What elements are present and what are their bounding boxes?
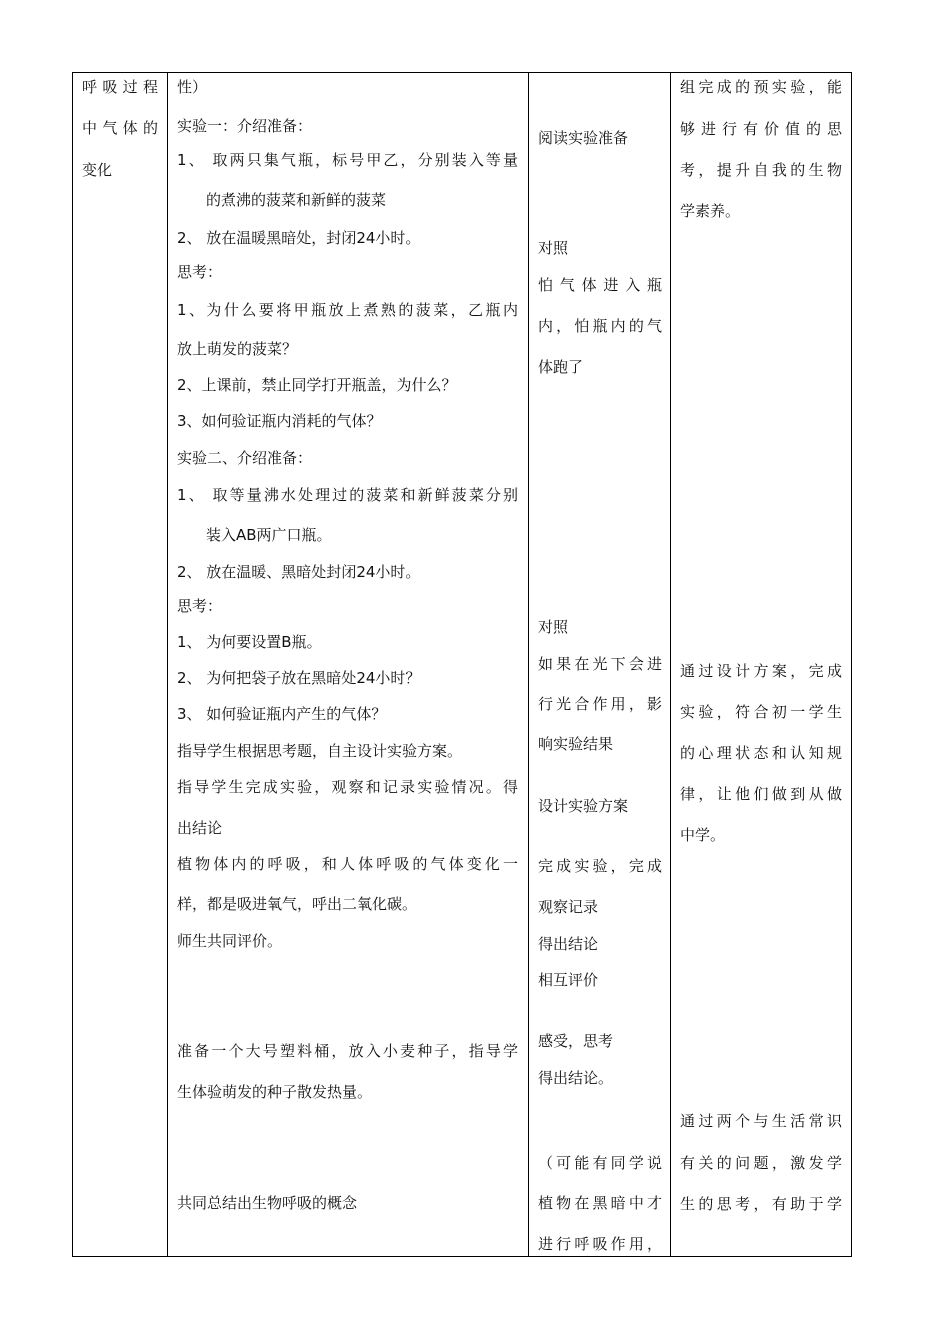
- teacher-activity-line: 思考：: [177, 597, 223, 615]
- teacher-activity-line: 3、如何验证瓶内消耗的气体？: [177, 412, 382, 430]
- student-activity-line: （可能有同学说: [538, 1154, 662, 1172]
- student-activity-line: 如果在光下会进: [538, 655, 662, 673]
- teacher-activity-line: 思考：: [177, 263, 223, 281]
- design-intent-line: 生的思考，有助于学: [680, 1195, 842, 1213]
- student-activity-line: 得出结论。: [538, 1069, 614, 1087]
- design-intent-line: 实验，符合初一学生: [680, 703, 842, 721]
- student-activity-line: 内，怕瓶内的气: [538, 317, 662, 335]
- teacher-activity-line: 性）: [177, 78, 208, 96]
- design-intent-line: 的心理状态和认知规: [680, 744, 842, 762]
- student-activity-line: 对照: [538, 239, 569, 257]
- teacher-activity-line: 1、 取等量沸水处理过的菠菜和新鲜菠菜分别: [177, 486, 518, 504]
- design-intent-line: 中学。: [680, 826, 726, 844]
- table-left-border: [72, 72, 73, 1257]
- topic-text: 中气体的: [82, 119, 158, 137]
- student-activity-line: 设计实验方案: [538, 797, 629, 815]
- student-activity-line: 阅读实验准备: [538, 129, 629, 147]
- student-activity-line: 得出结论: [538, 935, 599, 953]
- topic-text: 呼吸过程: [82, 78, 158, 96]
- teacher-activity-line: 1、为什么要将甲瓶放上煮熟的菠菜，乙瓶内: [177, 301, 518, 319]
- teacher-activity-line: 1、 取两只集气瓶，标号甲乙，分别装入等量: [177, 151, 518, 169]
- teacher-activity-line: 2、 放在温暖黑暗处，封闭24小时。: [177, 229, 421, 247]
- student-activity-line: 对照: [538, 618, 569, 636]
- student-activity-line: 观察记录: [538, 898, 599, 916]
- teacher-activity-line: 样，都是吸进氧气，呼出二氧化碳。: [177, 895, 418, 913]
- topic-text: 变化: [82, 161, 113, 179]
- design-intent-line: 考，提升自我的生物: [680, 161, 842, 179]
- design-intent-line: 通过两个与生活常识: [680, 1112, 842, 1130]
- teacher-activity-line: 2、 为何把袋子放在黑暗处24小时？: [177, 669, 421, 687]
- column-divider: [167, 72, 168, 1257]
- design-intent-line: 够进行有价值的思: [680, 120, 842, 138]
- student-activity-line: 相互评价: [538, 971, 599, 989]
- student-activity-line: 怕气体进入瓶: [538, 276, 662, 294]
- teacher-activity-line: 2、 放在温暖、黑暗处封闭24小时。: [177, 563, 421, 581]
- design-intent-line: 通过设计方案，完成: [680, 662, 842, 680]
- design-intent-line: 组完成的预实验，能: [680, 78, 842, 96]
- teacher-activity-line: 出结论: [177, 819, 223, 837]
- teacher-activity-line: 生体验萌发的种子散发热量。: [177, 1083, 373, 1101]
- teacher-activity-line: 实验二、介绍准备：: [177, 449, 313, 467]
- teacher-activity-line: 实验一：介绍准备：: [177, 117, 313, 135]
- column-divider: [670, 72, 671, 1257]
- table-bottom-border: [72, 1256, 852, 1257]
- teacher-activity-line: 指导学生根据思考题，自主设计实验方案。: [177, 742, 463, 760]
- teacher-activity-line: 共同总结出生物呼吸的概念: [177, 1194, 358, 1212]
- teacher-activity-line: 3、 如何验证瓶内产生的气体？: [177, 705, 387, 723]
- teacher-activity-line: 准备一个大号塑料桶，放入小麦种子，指导学: [177, 1042, 518, 1060]
- teacher-activity-line: 植物体内的呼吸，和人体呼吸的气体变化一: [177, 855, 518, 873]
- column-divider: [528, 72, 529, 1257]
- design-intent-line: 律，让他们做到从做: [680, 785, 842, 803]
- table-top-border: [72, 72, 852, 73]
- teacher-activity-line: 放上萌发的菠菜？: [177, 340, 298, 358]
- student-activity-line: 体跑了: [538, 358, 584, 376]
- teacher-activity-line: 师生共同评价。: [177, 932, 283, 950]
- teacher-activity-line: 的煮沸的菠菜和新鲜的菠菜: [206, 191, 387, 209]
- design-intent-line: 学素养。: [680, 202, 741, 220]
- student-activity-line: 感受，思考: [538, 1032, 614, 1050]
- teacher-activity-line: 2、上课前，禁止同学打开瓶盖，为什么？: [177, 376, 457, 394]
- student-activity-line: 响实验结果: [538, 735, 614, 753]
- student-activity-line: 植物在黑暗中才: [538, 1194, 662, 1212]
- teacher-activity-line: 装入AB两广口瓶。: [206, 526, 332, 544]
- teacher-activity-line: 指导学生完成实验，观察和记录实验情况。得: [177, 778, 518, 796]
- design-intent-line: 有关的问题，激发学: [680, 1154, 842, 1172]
- student-activity-line: 完成实验，完成: [538, 857, 662, 875]
- student-activity-line: 行光合作用，影: [538, 695, 662, 713]
- student-activity-line: 进行呼吸作用，: [538, 1235, 662, 1253]
- teacher-activity-line: 1、 为何要设置B瓶。: [177, 633, 322, 651]
- table-right-border: [851, 72, 852, 1257]
